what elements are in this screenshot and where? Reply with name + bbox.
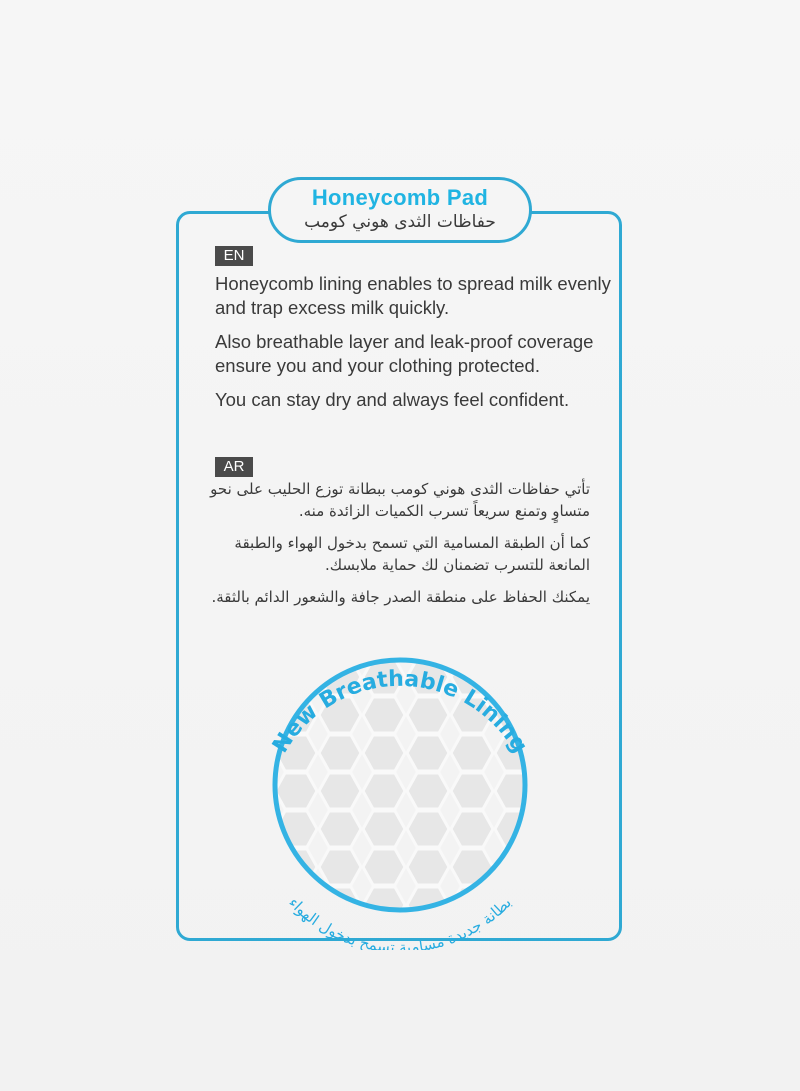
- english-paragraph: You can stay dry and always feel confident.: [215, 389, 570, 410]
- breathable-lining-graphic: [230, 620, 570, 950]
- title-pill: [268, 177, 532, 243]
- product-title-ar: حفاظات الثدى هوني كومب: [304, 212, 496, 232]
- arabic-paragraph: كما أن الطبقة المسامية التي تسمح بدخول الهواء والطبقة المانعة للتسرب تضمنان لك حماية ملابسك.: [234, 534, 590, 574]
- product-title-en: Honeycomb Pad: [311, 185, 489, 210]
- arabic-paragraph: يمكنك الحفاظ على منطقة الصدر جافة والشعور الدائم بالثقة.: [211, 588, 590, 606]
- language-badge-en: EN: [215, 246, 253, 266]
- arabic-paragraph: تأتي حفاظات الثدى هوني كومب ببطانة توزع الحليب على نحو متساوٍ وتمنع سريعاً تسرب الكميات الزائدة منه.: [210, 480, 590, 520]
- arabic-description: [210, 478, 590, 618]
- arc-label-en: New Breathable Lining: [267, 666, 533, 758]
- arc-label-ar: بطانة جديدة مسامية تسمح بدخول الهواء: [285, 893, 515, 950]
- language-badge-ar: AR: [215, 457, 253, 477]
- english-description: [215, 272, 615, 422]
- english-paragraph: Also breathable layer and leak-proof coverage ensure you and your clothing protected.: [215, 331, 594, 376]
- english-paragraph: Honeycomb lining enables to spread milk evenly and trap excess milk quickly.: [215, 273, 611, 318]
- honeycomb-texture-icon: [267, 655, 533, 915]
